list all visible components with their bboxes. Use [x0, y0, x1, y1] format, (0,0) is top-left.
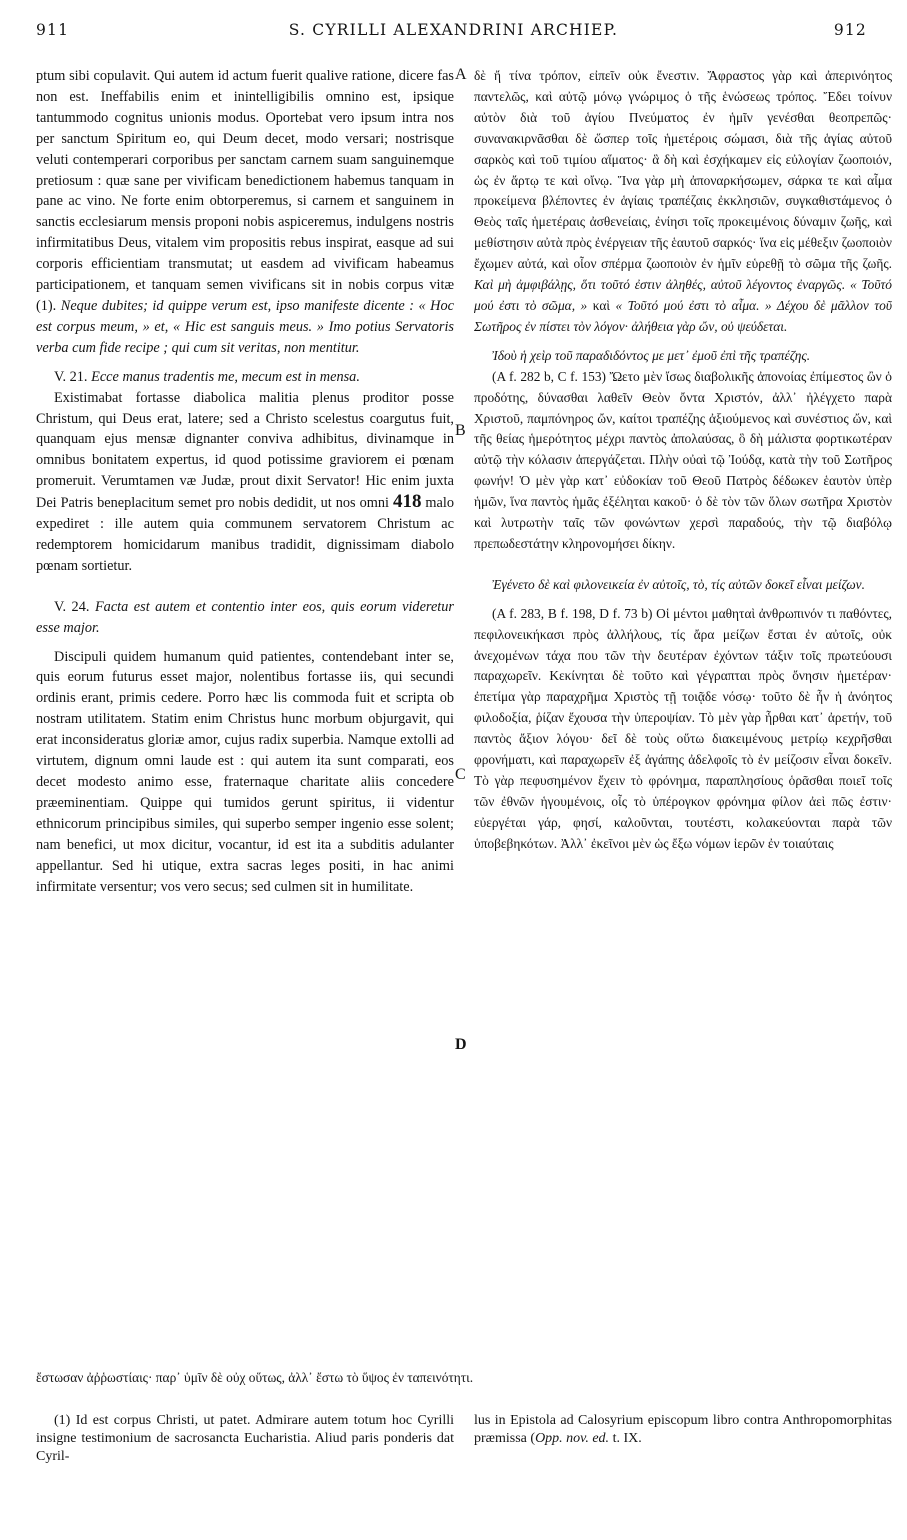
greek-p1-italic-b: « Τοῦτό μού ἐστι τὸ αἷμα. » Δέχου δὲ μᾶλλον τοῦ Σωτῆρος ἐν πίστει τὸν λόγον· ἀλήθεια γὰρ ὤν, οὐ ψεύδεται. — [474, 297, 892, 334]
right-page-number: 912 — [833, 21, 867, 39]
margin-letter-c: C — [455, 766, 466, 783]
latin-paragraph-3: Discipuli quidem humanum quid patientes, contendebant inter se, quis eorum futurus esset major, nolentibus fortasse iis, qui secundi ordinis erant, primis cedere. Porro hæc lis commoda fuit et scripta ob nostram utilitatem. Statim enim Christus hunc morbum objurgavit, qui erat inconsideratus gloriæ amor, cujus radix superbia. Namque extolli ad virtutem, dignum omni laude est : qui autem ita sunt comparati, eos decet modesto animo esse, fraternaque charitate aliis concedere præeminentiam. Quippe qui tumidos gerunt spiritus, ii videntur ethnicorum principibus similes, qui superbo semper ingenio esse solent; nam benefici, ut mox dicitur, vocantur, id est ita a subditis adulanter appellantur. Sed hi utique, extra sacras leges positi, in hac animi infirmitate versentur; vos vero secus; sed culmen sit in humilitate. — [36, 648, 454, 895]
greek-p1-italic-a: Καὶ μὴ ἀμφιβάλῃς, ὅτι τοῦτό ἐστιν ἀληθές, αὐτοῦ λέγοντος ἐναργῶς. « Τοῦτό μού ἐστι τὸ σῶμα, » — [474, 277, 892, 313]
greek-p3-text: Οἱ μέντοι μαθηταὶ ἀνθρωπινόν τι παθόντες, πεφιλονεικήκασι πρὸς ἀλλήλους, τίς ἄρα μείζων ἔσται ἐν αὐτοῖς, οὐκ ἀνεχομένων τάχα που τῶν τὴν δευτέραν ἐχόντων τάξιν τοῖς πρωτεύουσι παραχωρεῖν. Κεκίνηται δὲ τοῦτο καὶ γέγραπται πρὸς ὄνησιν ἡμετέραν· ἐπετίμα γὰρ παραχρῆμα Χριστὸς τῇ τοιᾷδε νόσῳ· τοῦτο δὲ ἦν ἡ ἀνόητος φιλοδοξία, ῥίζαν ἔχουσα τὴν ὑπεροψίαν. Τὸ μὲν γὰρ ἦρθαι κατ᾽ ἀρετήν, τοῦ παντὸς ἄξιον λόγου· δεῖ δὲ τοὺς οὕτω διακειμένους μετρίῳ κεχρῆσθαι φρονήματι, καὶ παραχωρεῖν ἐξ ἀγάπης ἀδελφοῖς τὸ ἐν μείζοσιν εἶναι δοκεῖν. Τὸ γὰρ πεφυσημένον ἔχειν τὸ φρόνημα, παραπλησίους ὁρᾶσθαι ποιεῖ τοῖς τῶν ἐθνῶν ἡγουμένοις, οἷς τὸ ὑπέρογκον φρόνημα φίλον ἀεὶ πῶς ἐστιν· εὐεργέται γάρ, φησί, καλοῦνται, τουτέστι, κολακεύονται παρὰ τῶν ὑποβεβηκότων. Ἀλλ᾽ ἐκεῖνοι μὲν ὡς ἔξω νόμων ἱερῶν ἐν τοιαύταις — [474, 605, 892, 851]
greek-p1-text: δὲ ἤ τίνα τρόπον, εἰπεῖν οὐκ ἔνεστιν. Ἄφραστος γὰρ καὶ ἀπερινόητος παντελῶς, καὶ αὐτῷ μόνῳ γνώριμος ὁ τῆς ἑνώσεως τρόπος. Ἔδει τοίνυν αὐτὸν διὰ τοῦ ἁγίου Πνεύματος ἐν ἡμῖν γενέσθαι θεοπρεπῶς· συνανακιρνᾶσθαι δὲ ὥσπερ τοῖς ἡμετέροις σώμασι, διὰ τῆς ἁγίας αὐτοῦ σαρκὸς καὶ τοῦ τιμίου αἵματος· ἃ δὴ καὶ ἐσχήκαμεν εἰς εὐλογίαν ζωοποιόν, ὡς ἐν ἄρτῳ τε καὶ οἴνῳ. Ἵνα γὰρ μὴ ἀποναρκήσωμεν, σάρκα τε καὶ αἷμα προκείμενα βλέποντες ἐν ἁγίαις τραπέζαις ἐκκλησιῶν, συγκαθιστάμενος ὁ Θεὸς ταῖς ἡμετέραις ἀσθενείαις, ἐνίησι τοῖς προκειμένοις δύναμιν ζωῆς, καὶ μεθίστησιν αὐτὰ πρὸς ἐνέργειαν τῆς ἑαυτοῦ σαρκός· ἵνα εἰς μέθεξιν ζωοποιὸν ἔχωμεν αὐτά, καὶ οἷον σπέρμα ζωοποιὸν ἐν ἡμῖν εὑρεθῇ τὸ σῶμα τῆς ζωῆς. — [474, 68, 892, 272]
latin-verse-24 — [36, 597, 454, 639]
greek-paragraph-1 — [474, 66, 892, 338]
greek-verse-24: Ἐγένετο δὲ καὶ φιλονεικεία ἐν αὐτοῖς, τὸ, τίς αὐτῶν δοκεῖ εἶναι μείζων. — [492, 576, 865, 592]
left-page-number: 911 — [36, 21, 70, 39]
latin-verse-21 — [36, 367, 454, 388]
margin-letter-a: A — [455, 66, 467, 83]
footnote-left: (1) Id est corpus Christi, ut patet. Admirare autem totum hoc Cyrilli insigne testimonium de sacrosancta Eucharistia. Aliud paris ponderis dat Cyril- — [36, 1413, 454, 1464]
margin-letter-d: D — [455, 1036, 467, 1053]
latin-p1-text: ptum sibi copulavit. Qui autem id actum fuerit qualive ratione, dicere fas non est. Ineffabilis enim et inintelligibilis omnino est, ipsique tantummodo cognitus unionis modus. Oportebat vero ipsum intra nos per sanctum Spiritum eo, qui Deum decet, modo versari; nostrisque veluti contemperari corporibus per sanctam carnem suam sanguinemque pretiosum : quæ sane per vivificam benedictionem habemus tanquam in pane ac vino. Ne forte enim obtorperemus, si carnem et sanguinem in sanctis ecclesiarum mensis proponi nobis aspiceremus, indulgens nostris infirmitatibus Deus, vitalem vim propositis rebus inspirat, easque ad sui corporis efficientiam transmutat; ut easdem ad vivificam habeamus participationem, et tanquam semen vivificans sit in nobis corpus vitæ (1). — [36, 68, 454, 314]
latin-verse-24-text: Facta est autem et contentio inter eos, quis eorum videretur esse major. — [36, 598, 454, 636]
footnote-right-after: t. IX. — [612, 1431, 642, 1446]
greek-verse-21: Ἰδοὺ ἡ χεὶρ τοῦ παραδιδόντος με μετ᾽ ἐμοῦ ἐπὶ τῆς τραπέζης. — [492, 347, 811, 363]
latin-p2-before: Existimabat fortasse diabolica malitia plenus proditor posse Christum, qui Deus erat, latere; sed a Christo scelestus coargutus fuit, quanquam ejus mensæ dignanter conviva adhibitus, divinamque in omnibus bonitatem expertus, id quod potissime graviorem ei pœnam promeruit. Verumtamen væ Judæ, prout dixit Servator! Hic enim juxta Dei Patris beneplacitum semet pro nobis dedidit, ut nos omni — [36, 389, 454, 512]
column-number-418: 418 — [392, 491, 422, 513]
latin-verse-24-number: V. 24. — [54, 598, 90, 615]
greek-p2-ref: (A f. 282 b, C f. 153) — [492, 368, 607, 384]
greek-paragraph-2 — [474, 367, 892, 555]
latin-paragraph-1 — [36, 66, 454, 359]
greek-p1-mid: καὶ — [592, 297, 610, 313]
latin-verse-21-number: V. 21. — [54, 368, 88, 385]
greek-column — [474, 66, 892, 855]
footnote-right-italic: Opp. nov. ed. — [535, 1431, 610, 1446]
greek-paragraph-3 — [474, 604, 892, 855]
footnote-right-before: lus in Epistola ad Calosyrium episcopum libro contra Anthropomorphitas præmissa ( — [474, 1413, 892, 1446]
greek-p3-ref: (A f. 283, B f. 198, D f. 73 b) — [492, 605, 653, 621]
latin-verse-21-text: Ecce manus tradentis me, mecum est in mensa. — [91, 368, 360, 385]
latin-p1-italic: Neque dubites; id quippe verum est, ipso manifeste dicente : « Hoc est corpus meum, » et, « Hic est sanguis meus. » Imo potius Servatoris verba cum fide recipe ; qui cum sit veritas, non mentitur. — [36, 297, 455, 356]
latin-p2-after: malo expediret : ille autem quia communem servatorem Christum ac redemptorem homicidarum manibus tradidit, dignissimam diabolo pœnam sortietur. — [36, 495, 454, 574]
running-title: S. CYRILLI ALEXANDRINI ARCHIEP. — [288, 21, 619, 39]
latin-column — [36, 66, 454, 897]
footnote-right — [474, 1412, 892, 1448]
margin-letter-b: B — [455, 422, 466, 439]
latin-paragraph-2 — [36, 388, 454, 577]
greek-spanning-line: ἔστωσαν ἀῤῥωστίαις· παρ᾽ ὑμῖν δὲ οὐχ οὕτως, ἀλλ᾽ ἔστω τὸ ὕψος ἐν ταπεινότητι. — [36, 1370, 474, 1385]
greek-p2-text: Ὤετο μὲν ἴσως διαβολικῆς ἀπονοίας ἐπίμεστος ὢν ὁ προδότης, δύνασθαι λαθεῖν Θεὸν ὄντα Χριστόν, ἀλλ᾽ ἠλέγχετο παρὰ Χριστοῦ, παμπόνηρος ὤν, καίτοι τραπέζης ἀξιούμενος καὶ συνέστιος ὤν, καὶ τῆς θείας ἡμερότητος μέχρι παντὸς ἀπολαύσας, ὃ δὴ μάλιστα φορτικωτέραν αὐτῷ τὴν κόλασιν ἀπεργάζεται. Πλὴν οὐαὶ τῷ Ἰούδᾳ, κατὰ τὴν τοῦ Σωτῆρος φωνήν! Ὁ μὲν γὰρ κατ᾽ εὐδοκίαν τοῦ Θεοῦ Πατρὸς δέδωκεν ἑαυτὸν ὑπὲρ ἡμῶν, ἵνα παντὸς ἡμᾶς ἐξέληται κακοῦ· ὁ δὲ τὸν τῶν ὅλων σωτῆρα Χριστὸν καὶ λυτρωτὴν ταῖς τῶν φονώντων χερσὶ παραδούς, τὴν τῷ διαβόλῳ πρεπωδεστάτην κληρονομήσει δίκην. — [474, 368, 893, 551]
